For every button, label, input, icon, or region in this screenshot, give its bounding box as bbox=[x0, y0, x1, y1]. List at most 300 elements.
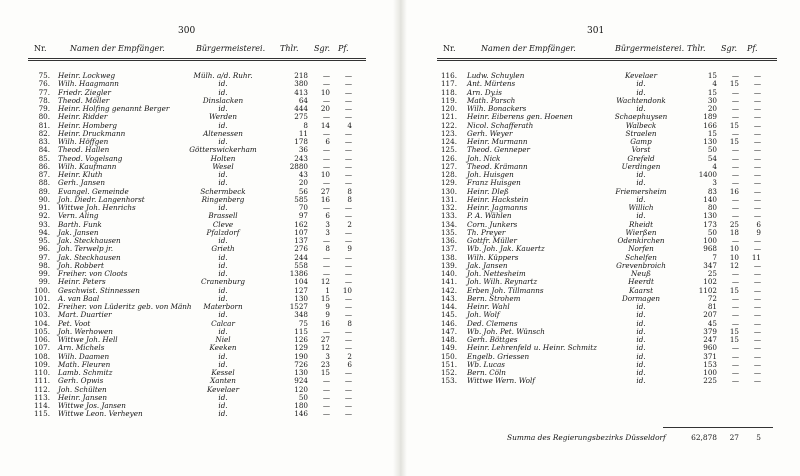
amount-silbergroschen: 10 bbox=[729, 244, 739, 254]
recipient-name: Heinr. Dleß bbox=[467, 186, 509, 196]
header-buergermeisterei: Bürgermeisterei. bbox=[196, 44, 266, 53]
amount-pfennig: — bbox=[344, 161, 352, 171]
buergermeisterei: Heerdt bbox=[628, 277, 654, 287]
buergermeisterei: Grefeld bbox=[627, 153, 655, 163]
row-number: 106. bbox=[33, 335, 50, 344]
amount-silbergroschen: 15 bbox=[729, 285, 739, 295]
amount-thaler: 130 bbox=[294, 293, 308, 303]
amount-silbergroschen: — bbox=[731, 277, 739, 287]
amount-pfennig: — bbox=[344, 401, 352, 410]
amount-thaler: 243 bbox=[294, 153, 308, 163]
amount-silbergroschen: — bbox=[731, 203, 739, 212]
amount-thaler: 218 bbox=[294, 71, 308, 80]
buergermeisterei: Wierßen bbox=[625, 227, 657, 237]
amount-thaler: 130 bbox=[703, 211, 717, 221]
recipient-name: Vern. Aling bbox=[58, 211, 99, 221]
amount-silbergroschen: — bbox=[322, 145, 330, 155]
amount-pfennig: — bbox=[344, 145, 352, 155]
buergermeisterei: id. bbox=[636, 104, 646, 113]
amount-thaler: 190 bbox=[294, 351, 308, 361]
recipient-name: Heinr. Lockweg bbox=[58, 71, 116, 80]
amount-thaler: 146 bbox=[294, 409, 308, 419]
amount-pfennig: — bbox=[344, 104, 352, 113]
amount-silbergroschen: 27 bbox=[320, 335, 330, 344]
header-rule-double bbox=[437, 60, 777, 61]
row-number: 134. bbox=[440, 219, 457, 229]
recipient-name: Joh. Wolf bbox=[467, 310, 500, 320]
recipient-name: Heinr. Jansen bbox=[58, 392, 108, 402]
recipient-name: Geschwist. Stinnessen bbox=[58, 285, 140, 295]
recipient-name: Theod. Möller bbox=[58, 95, 110, 105]
buergermeisterei: id. bbox=[218, 252, 228, 262]
amount-pfennig: 9 bbox=[756, 227, 761, 237]
recipient-name: P. A. Wählen bbox=[467, 211, 512, 221]
buergermeisterei: id. bbox=[636, 178, 646, 188]
amount-thaler: 558 bbox=[294, 260, 308, 270]
amount-pfennig: — bbox=[753, 87, 761, 97]
amount-pfennig: — bbox=[344, 128, 352, 138]
amount-pfennig: — bbox=[344, 269, 352, 278]
recipient-name: Math. Fleuren bbox=[58, 359, 111, 369]
recipient-name: Wb. Joh. Jak. Kauertz bbox=[467, 244, 545, 254]
recipient-name: Jak. Steckhausen bbox=[58, 236, 121, 245]
amount-thaler: 30 bbox=[707, 95, 717, 105]
table-header bbox=[28, 44, 366, 58]
amount-thaler: 36 bbox=[298, 145, 308, 155]
table-header bbox=[437, 44, 777, 58]
amount-thaler: 15 bbox=[707, 128, 717, 138]
amount-thaler: 8 bbox=[303, 120, 308, 130]
amount-thaler: 1102 bbox=[698, 285, 717, 295]
buergermeisterei: id. bbox=[636, 368, 646, 377]
amount-pfennig: — bbox=[344, 203, 352, 212]
table-body bbox=[437, 72, 777, 386]
amount-pfennig: — bbox=[753, 335, 761, 344]
amount-pfennig: — bbox=[753, 170, 761, 179]
amount-pfennig: — bbox=[753, 161, 761, 171]
recipient-name: Nicol. Schafferath bbox=[467, 120, 534, 130]
amount-pfennig: — bbox=[753, 71, 761, 80]
buergermeisterei: Vorst bbox=[631, 145, 651, 155]
amount-silbergroschen: 9 bbox=[325, 310, 330, 320]
amount-pfennig: — bbox=[344, 392, 352, 402]
recipient-name: Joh. Werhowen bbox=[58, 326, 113, 336]
recipient-name: Jak. Jansen bbox=[467, 260, 508, 270]
row-number: 148. bbox=[440, 335, 457, 344]
row-number: 144. bbox=[440, 302, 457, 311]
amount-silbergroschen: — bbox=[731, 178, 739, 188]
header-name: Namen der Empfänger. bbox=[481, 44, 576, 53]
amount-silbergroschen: 3 bbox=[325, 227, 330, 237]
buergermeisterei: Uerdingen bbox=[621, 161, 661, 171]
buergermeisterei: Friemersheim bbox=[615, 186, 667, 196]
header-rule bbox=[437, 58, 777, 59]
header-rule bbox=[28, 58, 366, 59]
row-number: 118. bbox=[440, 87, 457, 97]
recipient-name: Th. Preyer bbox=[467, 227, 506, 237]
amount-silbergroschen: — bbox=[731, 269, 739, 278]
amount-silbergroschen: — bbox=[731, 112, 739, 122]
buergermeisterei: id. bbox=[218, 260, 228, 270]
amount-pfennig: — bbox=[344, 211, 352, 221]
recipient-name: Heinr. Peters bbox=[58, 277, 106, 287]
amount-thaler: 371 bbox=[703, 351, 717, 361]
recipient-name: Bern. Cöln bbox=[467, 368, 506, 377]
row-number: 107. bbox=[33, 343, 50, 353]
buergermeisterei: Xanten bbox=[210, 376, 236, 386]
amount-pfennig: 4 bbox=[347, 120, 352, 130]
buergermeisterei: Dormagen bbox=[621, 293, 661, 303]
amount-silbergroschen: 1 bbox=[325, 285, 330, 295]
recipient-name: Pet. Voot bbox=[58, 318, 91, 328]
amount-thaler: 3 bbox=[712, 178, 717, 188]
row-number: 136. bbox=[440, 236, 457, 245]
amount-silbergroschen: 10 bbox=[320, 87, 330, 97]
amount-pfennig: — bbox=[753, 326, 761, 336]
amount-thaler: 81 bbox=[707, 302, 717, 311]
recipient-name: Corn. Junkers bbox=[467, 219, 518, 229]
amount-silbergroschen: 3 bbox=[325, 351, 330, 361]
buergermeisterei: Grevenbroich bbox=[616, 260, 666, 270]
amount-pfennig: — bbox=[753, 178, 761, 188]
amount-thaler: 43 bbox=[298, 170, 308, 179]
amount-pfennig: — bbox=[344, 409, 352, 419]
amount-thaler: 726 bbox=[294, 359, 308, 369]
recipient-name: Joh. Nettesheim bbox=[467, 269, 526, 278]
row-number: 137. bbox=[440, 244, 457, 254]
amount-silbergroschen: 10 bbox=[320, 170, 330, 179]
buergermeisterei: id. bbox=[218, 359, 228, 369]
recipient-name: Theod. Hallen bbox=[58, 145, 110, 155]
row-number: 119. bbox=[440, 95, 457, 105]
row-number: 147. bbox=[440, 326, 457, 336]
recipient-name: Wittwe Wern. Wolf bbox=[467, 376, 535, 386]
buergermeisterei: Holten bbox=[210, 153, 236, 163]
buergermeisterei: Mülh. a/d. Ruhr. bbox=[193, 71, 253, 80]
row-number: 133. bbox=[440, 211, 457, 221]
amount-thaler: 137 bbox=[294, 236, 308, 245]
amount-silbergroschen: — bbox=[322, 392, 330, 402]
row-number: 122. bbox=[440, 120, 457, 130]
buergermeisterei: Kaarst bbox=[629, 285, 653, 295]
recipient-name: Heinr. Wahl bbox=[467, 302, 510, 311]
amount-thaler: 15 bbox=[707, 71, 717, 80]
total-silbergroschen: 27 bbox=[729, 433, 739, 442]
recipient-name: Theod. Krämann bbox=[467, 161, 528, 171]
amount-silbergroschen: 6 bbox=[325, 137, 330, 146]
amount-thaler: 379 bbox=[703, 326, 717, 336]
row-number: 102. bbox=[33, 302, 50, 311]
amount-thaler: 50 bbox=[707, 145, 717, 155]
buergermeisterei: id. bbox=[636, 376, 646, 386]
amount-thaler: 50 bbox=[298, 392, 308, 402]
recipient-name: Freiher. von Cloots bbox=[58, 269, 128, 278]
amount-pfennig: — bbox=[753, 79, 761, 89]
amount-silbergroschen: — bbox=[731, 128, 739, 138]
buergermeisterei: id. bbox=[218, 236, 228, 245]
amount-pfennig: — bbox=[753, 359, 761, 369]
amount-thaler: 162 bbox=[294, 219, 308, 229]
amount-pfennig: — bbox=[344, 260, 352, 270]
amount-pfennig: 8 bbox=[347, 318, 352, 328]
amount-silbergroschen: — bbox=[731, 95, 739, 105]
buergermeisterei: id. bbox=[218, 409, 228, 419]
amount-pfennig: — bbox=[753, 194, 761, 204]
amount-pfennig: — bbox=[753, 203, 761, 212]
amount-silbergroschen: 12 bbox=[320, 277, 330, 287]
row-number: 150. bbox=[440, 351, 457, 361]
recipient-name: Friedr. Ziegler bbox=[58, 87, 111, 97]
buergermeisterei: id. bbox=[218, 326, 228, 336]
amount-thaler: 100 bbox=[703, 368, 717, 377]
amount-pfennig: — bbox=[344, 376, 352, 386]
recipient-name: Ded. Clemens bbox=[467, 318, 518, 328]
buergermeisterei: Wesel bbox=[212, 161, 234, 171]
buergermeisterei: Wachtendonk bbox=[616, 95, 666, 105]
amount-silbergroschen: — bbox=[322, 384, 330, 394]
amount-silbergroschen: 8 bbox=[325, 244, 330, 254]
recipient-name: Joh. Huisgen bbox=[467, 170, 514, 179]
buergermeisterei: id. bbox=[636, 335, 646, 344]
recipient-name: Theod. Vogelsang bbox=[58, 153, 123, 163]
row-number: 81. bbox=[38, 120, 50, 130]
amount-pfennig: — bbox=[344, 95, 352, 105]
amount-silbergroschen: 15 bbox=[729, 137, 739, 146]
amount-thaler: 107 bbox=[294, 227, 308, 237]
amount-thaler: 276 bbox=[294, 244, 308, 254]
row-number: 78. bbox=[38, 95, 50, 105]
amount-pfennig: — bbox=[344, 236, 352, 245]
buergermeisterei: id. bbox=[636, 79, 646, 89]
recipient-name: Heinr. Jagmanns bbox=[467, 203, 528, 212]
amount-pfennig: — bbox=[753, 277, 761, 287]
amount-thaler: 225 bbox=[703, 376, 717, 386]
amount-silbergroschen: — bbox=[322, 161, 330, 171]
row-number: 143. bbox=[440, 293, 457, 303]
recipient-name: Wilh. Daamen bbox=[58, 351, 110, 361]
recipient-name: Wilh. Kaufmann bbox=[58, 161, 117, 171]
recipient-name: Jak. Jansen bbox=[58, 227, 99, 237]
amount-thaler: 924 bbox=[294, 376, 308, 386]
amount-silbergroschen: 12 bbox=[729, 260, 739, 270]
row-number: 101. bbox=[33, 293, 50, 303]
row-number: 135. bbox=[440, 227, 457, 237]
amount-thaler: 444 bbox=[294, 104, 308, 113]
row-number: 83. bbox=[38, 137, 50, 146]
row-number: 123. bbox=[440, 128, 457, 138]
amount-pfennig: — bbox=[344, 87, 352, 97]
recipient-name: Wilh. Höffgen bbox=[58, 137, 109, 146]
row-number: 114. bbox=[33, 401, 50, 410]
amount-thaler: 126 bbox=[294, 335, 308, 344]
amount-thaler: 80 bbox=[707, 203, 717, 212]
buergermeisterei: Dinslacken bbox=[202, 95, 244, 105]
recipient-name: Arn. Dy.is bbox=[467, 87, 502, 97]
amount-thaler: 7 bbox=[712, 252, 717, 262]
row-number: 116. bbox=[440, 71, 457, 80]
row-number: 76. bbox=[38, 79, 50, 89]
amount-thaler: 180 bbox=[294, 401, 308, 410]
amount-silbergroschen: — bbox=[731, 310, 739, 320]
buergermeisterei: id. bbox=[218, 293, 228, 303]
recipient-name: Barth. Funk bbox=[58, 219, 102, 229]
amount-silbergroschen: — bbox=[731, 302, 739, 311]
row-number: 75. bbox=[38, 71, 50, 80]
buergermeisterei: id. bbox=[218, 79, 228, 89]
buergermeisterei: id. bbox=[218, 351, 228, 361]
recipient-name: Franz Huisgen bbox=[467, 178, 521, 188]
amount-pfennig: — bbox=[753, 310, 761, 320]
recipient-name: Heinr. Eiberens gen. Hoenen bbox=[467, 112, 573, 122]
row-number: 84. bbox=[38, 145, 50, 155]
amount-thaler: 130 bbox=[703, 137, 717, 146]
amount-thaler: 20 bbox=[298, 178, 308, 188]
recipient-name: Heinr. Druckmann bbox=[58, 128, 126, 138]
recipient-name: Math. Parsch bbox=[467, 95, 516, 105]
amount-thaler: 244 bbox=[294, 252, 308, 262]
row-number: 103. bbox=[33, 310, 50, 320]
header-pfennig: Pf. bbox=[338, 44, 349, 53]
amount-thaler: 115 bbox=[294, 326, 308, 336]
buergermeisterei: Brassell bbox=[208, 211, 238, 221]
row-number: 131. bbox=[440, 194, 457, 204]
buergermeisterei: id. bbox=[218, 401, 228, 410]
buergermeisterei: Kevelaer bbox=[624, 71, 658, 80]
buergermeisterei: Cleve bbox=[212, 219, 234, 229]
row-number: 141. bbox=[440, 277, 457, 287]
amount-silbergroschen: — bbox=[731, 293, 739, 303]
amount-pfennig: — bbox=[753, 112, 761, 122]
table-row bbox=[437, 377, 777, 385]
row-number: 117. bbox=[440, 79, 457, 89]
amount-thaler: 347 bbox=[703, 260, 717, 270]
recipient-name: Bern. Strohem bbox=[467, 293, 521, 303]
buergermeisterei: Niel bbox=[215, 335, 231, 344]
page-number: 301 bbox=[587, 26, 605, 36]
recipient-name: Engelb. Griessen bbox=[467, 351, 530, 361]
amount-pfennig: — bbox=[344, 178, 352, 188]
amount-pfennig: — bbox=[344, 153, 352, 163]
amount-pfennig: — bbox=[753, 153, 761, 163]
row-number: 127. bbox=[440, 161, 457, 171]
buergermeisterei: id. bbox=[636, 318, 646, 328]
amount-silbergroschen: — bbox=[322, 236, 330, 245]
row-number: 149. bbox=[440, 343, 457, 353]
buergermeisterei: id. bbox=[636, 310, 646, 320]
buergermeisterei: id. bbox=[218, 269, 228, 278]
book-gutter bbox=[393, 0, 407, 476]
row-number: 98. bbox=[38, 260, 50, 270]
amount-silbergroschen: — bbox=[322, 376, 330, 386]
recipient-name: Ludw. Schuylen bbox=[467, 71, 525, 80]
amount-thaler: 968 bbox=[703, 244, 717, 254]
amount-thaler: 64 bbox=[298, 95, 308, 105]
amount-silbergroschen: — bbox=[322, 203, 330, 212]
amount-pfennig: — bbox=[344, 343, 352, 353]
amount-thaler: 56 bbox=[298, 186, 308, 196]
header-buergermeisterei: Bürgermeisterei. bbox=[615, 44, 685, 53]
amount-pfennig: — bbox=[344, 310, 352, 320]
buergermeisterei: Calcar bbox=[211, 318, 235, 328]
amount-pfennig: — bbox=[753, 368, 761, 377]
amount-pfennig: — bbox=[753, 376, 761, 386]
amount-thaler: 585 bbox=[294, 194, 308, 204]
row-number: 128. bbox=[440, 170, 457, 179]
recipient-name: Heinr. Holfing genannt Berger bbox=[58, 104, 170, 113]
buergermeisterei: id. bbox=[636, 302, 646, 311]
row-number: 152. bbox=[440, 368, 457, 377]
amount-silbergroschen: 16 bbox=[320, 194, 330, 204]
amount-silbergroschen: — bbox=[322, 260, 330, 270]
row-number: 79. bbox=[38, 104, 50, 113]
row-number: 145. bbox=[440, 310, 457, 320]
buergermeisterei: Odenkirchen bbox=[617, 236, 665, 245]
row-number: 151. bbox=[440, 359, 457, 369]
buergermeisterei: id. bbox=[636, 359, 646, 369]
recipient-name: Joh. Diedr. Langenhorst bbox=[58, 194, 145, 204]
amount-silbergroschen: — bbox=[322, 153, 330, 163]
amount-silbergroschen: 18 bbox=[729, 227, 739, 237]
amount-thaler: 70 bbox=[298, 203, 308, 212]
amount-thaler: 1400 bbox=[698, 170, 717, 179]
recipient-name: Wb. Lucas bbox=[467, 359, 505, 369]
total-pfennig: 5 bbox=[756, 433, 761, 442]
buergermeisterei: id. bbox=[218, 178, 228, 188]
amount-silbergroschen: — bbox=[731, 359, 739, 369]
header-thaler: Thlr. bbox=[280, 44, 299, 53]
row-number: 115. bbox=[33, 409, 50, 419]
amount-pfennig: — bbox=[753, 318, 761, 328]
row-number: 113. bbox=[33, 392, 50, 402]
amount-pfennig: — bbox=[753, 120, 761, 130]
sum-rule bbox=[663, 427, 773, 428]
buergermeisterei: Keeken bbox=[209, 343, 237, 353]
buergermeisterei: id. bbox=[218, 310, 228, 320]
row-number: 100. bbox=[33, 285, 50, 295]
amount-pfennig: — bbox=[344, 227, 352, 237]
amount-pfennig: — bbox=[753, 244, 761, 254]
row-number: 125. bbox=[440, 145, 457, 155]
row-number: 110. bbox=[33, 368, 50, 377]
amount-silbergroschen: 9 bbox=[325, 302, 330, 311]
amount-silbergroschen: — bbox=[731, 153, 739, 163]
amount-silbergroschen: — bbox=[731, 87, 739, 97]
amount-silbergroschen: — bbox=[322, 409, 330, 419]
amount-pfennig: — bbox=[344, 368, 352, 377]
amount-pfennig: — bbox=[344, 112, 352, 122]
amount-pfennig: 2 bbox=[347, 219, 352, 229]
row-number: 120. bbox=[440, 104, 457, 113]
amount-silbergroschen: — bbox=[322, 128, 330, 138]
amount-silbergroschen: — bbox=[322, 112, 330, 122]
buergermeisterei: Norfen bbox=[628, 244, 654, 254]
amount-pfennig: — bbox=[753, 269, 761, 278]
row-number: 87. bbox=[38, 170, 50, 179]
row-number: 104. bbox=[33, 318, 50, 328]
recipient-name: Ant. Mürtens bbox=[467, 79, 516, 89]
recipient-name: Wittwe Leon. Verheyen bbox=[58, 409, 143, 419]
amount-silbergroschen: 27 bbox=[320, 186, 330, 196]
recipient-name: Mart. Duartier bbox=[58, 310, 112, 320]
buergermeisterei: id. bbox=[218, 285, 228, 295]
row-number: 96. bbox=[38, 244, 50, 254]
amount-pfennig: 8 bbox=[347, 194, 352, 204]
amount-silbergroschen: — bbox=[731, 145, 739, 155]
buergermeisterei: Rheidt bbox=[628, 219, 654, 229]
amount-silbergroschen: 6 bbox=[325, 211, 330, 221]
buergermeisterei: id. bbox=[218, 104, 228, 113]
row-number: 140. bbox=[440, 269, 457, 278]
